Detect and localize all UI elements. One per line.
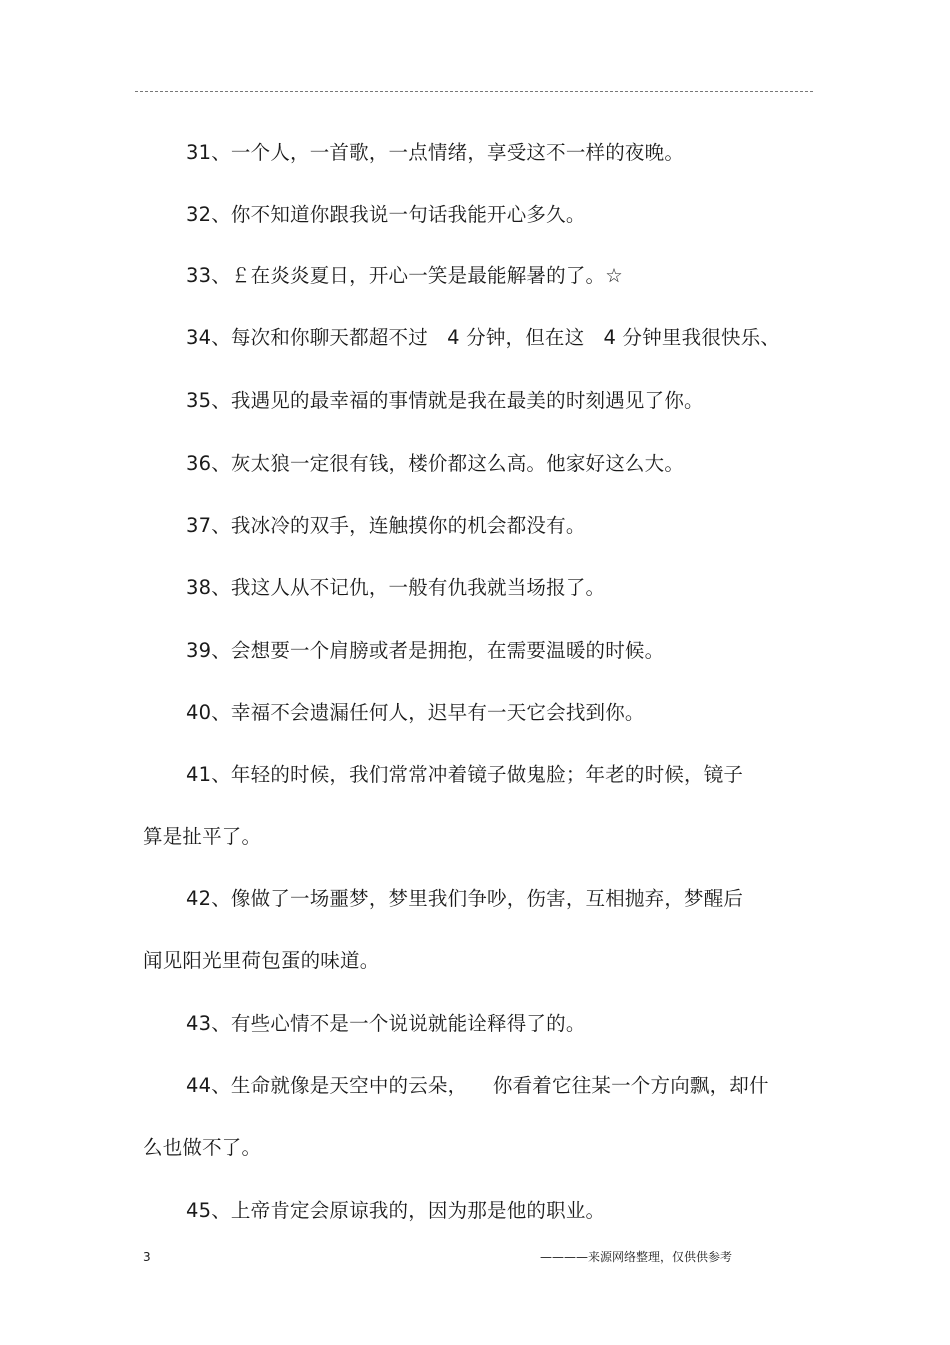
footer-source-note: ————来源网络整理，仅供供参考 [540, 1250, 733, 1264]
list-item: 37、我冰冷的双手，连触摸你的机会都没有。 [186, 514, 586, 537]
list-item: 33、￡在炎炎夏日，开心一笑是最能解暑的了。☆ [186, 264, 623, 287]
list-item: 43、有些心情不是一个说说就能诠释得了的。 [186, 1012, 586, 1035]
list-item: 35、我遇见的最幸福的事情就是我在最美的时刻遇见了你。 [186, 389, 704, 412]
page-number: 3 [143, 1250, 151, 1264]
list-item-continuation: 算是扯平了。 [143, 825, 262, 848]
list-item: 31、一个人，一首歌，一点情绪，享受这不一样的夜晚。 [186, 141, 685, 164]
list-item: 41、年轻的时候，我们常常冲着镜子做鬼脸；年老的时候，镜子 [186, 763, 744, 786]
list-item: 42、像做了一场噩梦，梦里我们争吵，伤害，互相抛弃，梦醒后 [186, 887, 744, 910]
list-item: 34、每次和你聊天都超不过 4 分钟，但在这 4 分钟里我很快乐、 [186, 326, 781, 349]
list-item: 32、你不知道你跟我说一句话我能开心多久。 [186, 203, 586, 226]
list-item: 39、会想要一个肩膀或者是拥抱，在需要温暖的时候。 [186, 639, 665, 662]
list-item: 36、灰太狼一定很有钱，楼价都这么高。他家好这么大。 [186, 452, 685, 475]
list-item: 40、幸福不会遗漏任何人，迟早有一天它会找到你。 [186, 701, 645, 724]
header-divider [135, 91, 813, 92]
list-item-continuation: 么也做不了。 [143, 1136, 262, 1159]
list-item: 44、生命就像是天空中的云朵， 你看着它往某一个方向飘，却什 [186, 1074, 769, 1097]
list-item: 45、上帝肯定会原谅我的，因为那是他的职业。 [186, 1199, 606, 1222]
list-item-continuation: 闻见阳光里荷包蛋的味道。 [143, 949, 380, 972]
list-item: 38、我这人从不记仇，一般有仇我就当场报了。 [186, 576, 606, 599]
